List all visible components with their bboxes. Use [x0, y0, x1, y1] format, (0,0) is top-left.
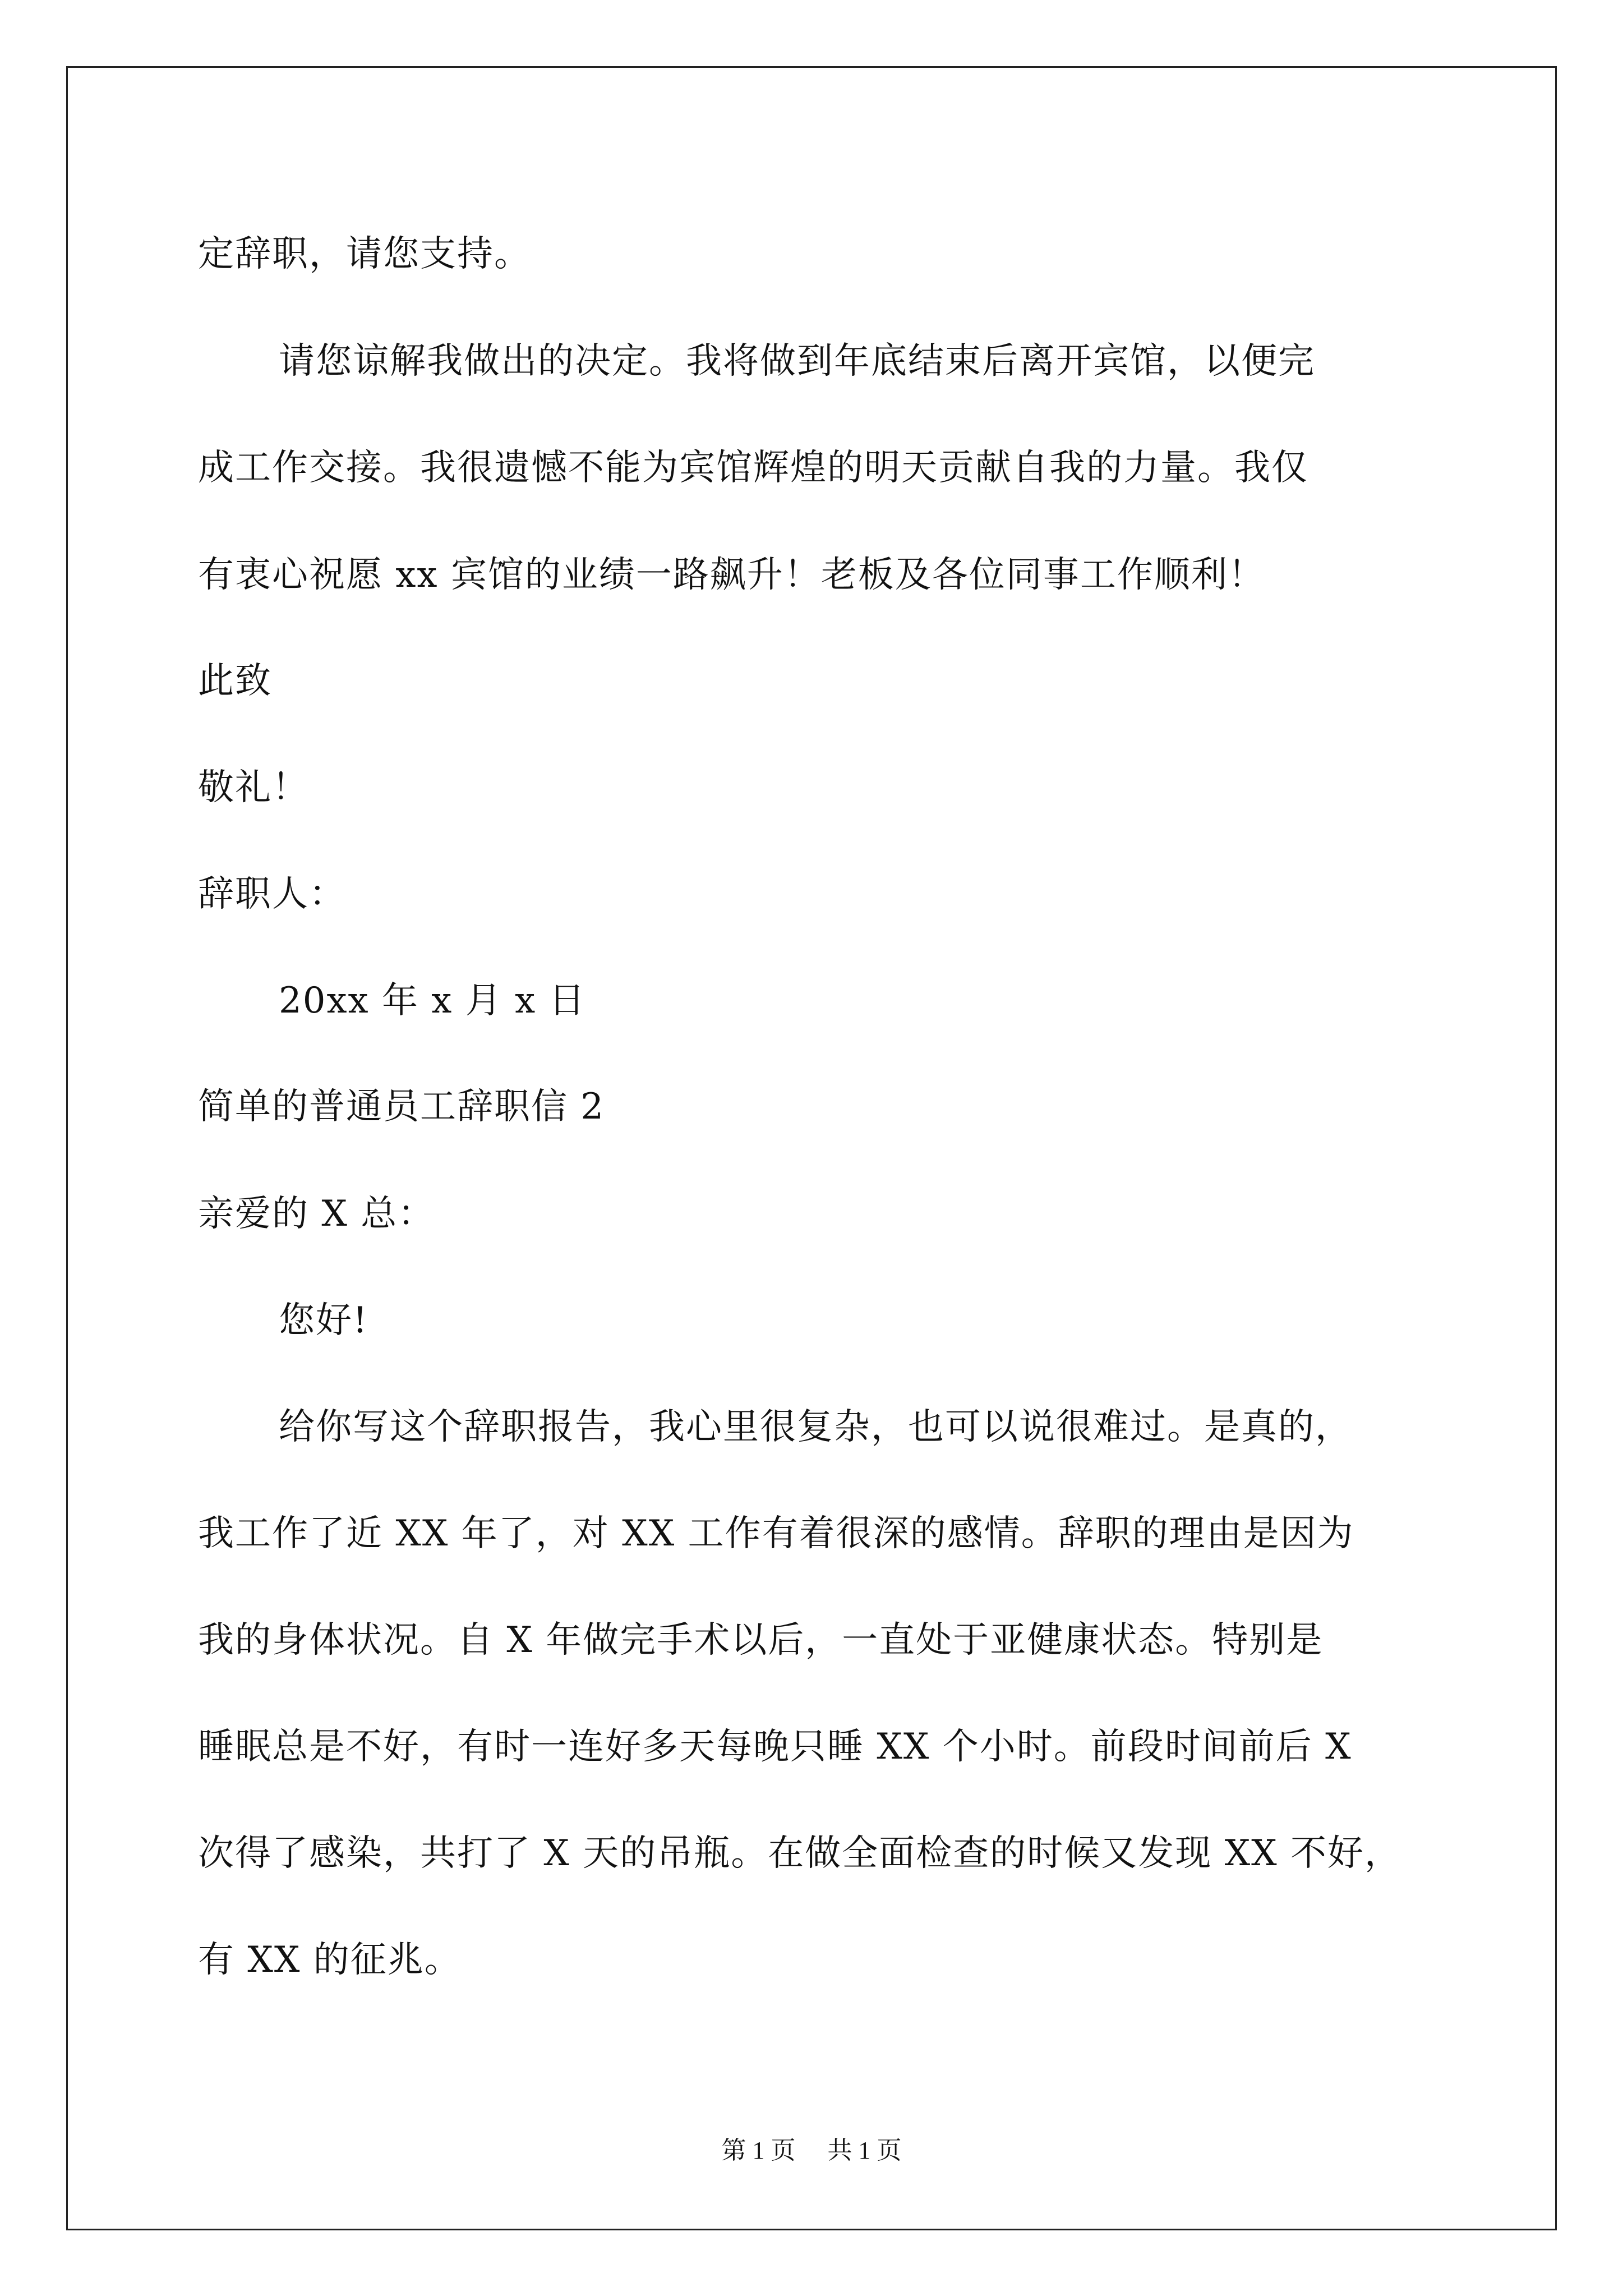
date-line: 20xx 年 x 月 x 日 [279, 980, 586, 1022]
body-line-1: 定辞职，请您支持。 [198, 233, 531, 275]
body-line-6: 我工作了近 XX 年了，对 XX 工作有着很深的感情。辞职的理由是因为 [198, 1513, 1354, 1554]
closing-line-1: 此致 [198, 660, 272, 702]
page-footer [0, 2138, 1623, 2163]
body-line-3: 成工作交接。我很遗憾不能为宾馆辉煌的明天贡献自我的力量。我仅 [198, 447, 1308, 489]
greeting-line: 亲爱的 X 总： [198, 1193, 435, 1235]
salutation-line: 您好! [279, 1300, 368, 1341]
page-total: 共 1 页 [827, 2137, 902, 2164]
body-line-9: 次得了感染，共打了 X 天的吊瓶。在做全面检查的时候又发现 XX 不好， [198, 1833, 1402, 1874]
body-line-4: 有衷心祝愿 xx 宾馆的业绩一路飙升！老板及各位同事工作顺利！ [198, 554, 1265, 596]
body-line-8: 睡眠总是不好，有时一连好多天每晚只睡 XX 个小时。前段时间前后 X [198, 1726, 1352, 1768]
body-line-7: 我的身体状况。自 X 年做完手术以后，一直处于亚健康状态。特别是 [198, 1619, 1324, 1661]
body-line-2: 请您谅解我做出的决定。我将做到年底结束后离开宾馆，以便完 [279, 341, 1315, 382]
closing-line-2: 敬礼！ [198, 767, 309, 808]
body-line-5: 给你写这个辞职报告，我心里很复杂，也可以说很难过。是真的， [279, 1406, 1352, 1448]
signature-line: 辞职人： [198, 873, 346, 915]
page-border [66, 66, 1557, 2230]
section-title: 简单的普通员工辞职信 2 [198, 1086, 605, 1128]
body-line-10: 有 XX 的征兆。 [198, 1939, 462, 1981]
page-number: 第 1 页 [721, 2137, 796, 2164]
